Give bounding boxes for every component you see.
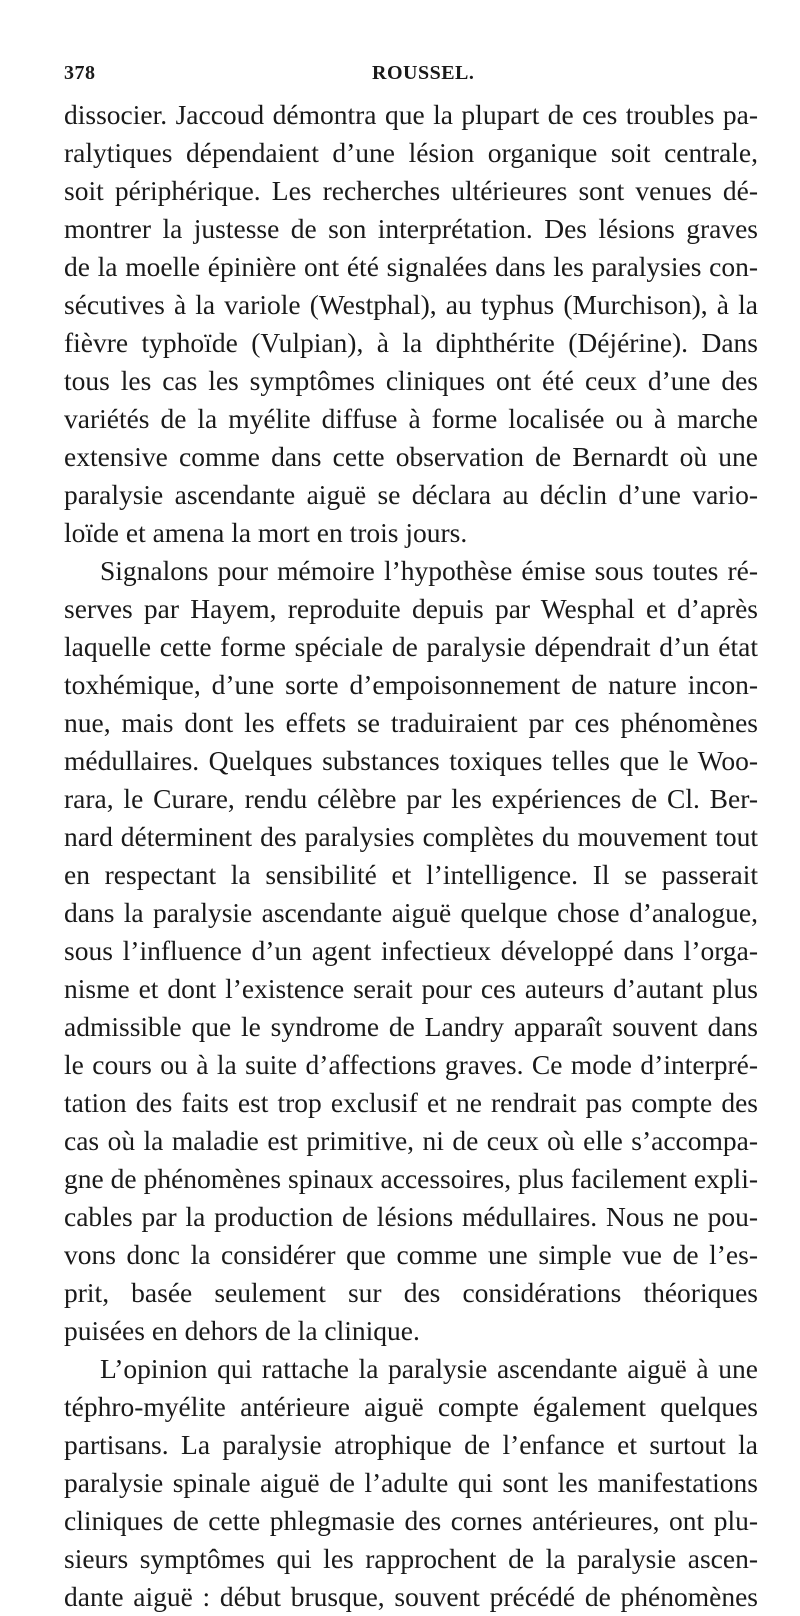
text-line: extensive comme dans cette observation de Bernardt où une [64,441,758,472]
text-line: cas où la maladie est primitive, ni de ceux où elle s’accompa- [64,1125,758,1156]
text-line: nard déterminent des paralysies complètes du mouvement tout [64,821,758,852]
text-line: médullaires. Quelques substances toxiques telles que le Woo- [64,745,758,776]
text-line: gne de phénomènes spinaux accessoires, plus facilement expli- [64,1163,758,1194]
text-line: paralysie ascendante aiguë se déclara au déclin d’une vario- [64,479,758,510]
text-line: admissible que le syndrome de Landry apparaît souvent dans [64,1011,758,1042]
text-line: de la moelle épinière ont été signalées dans les paralysies con- [64,251,758,282]
running-title: ROUSSEL. [372,62,475,84]
text-line: L’opinion qui rattache la paralysie ascendante aiguë à une [100,1353,758,1384]
text-line: nue, mais dont les effets se traduiraient par ces phénomènes [64,707,758,738]
text-line: soit périphérique. Les recherches ultérieures sont venues dé- [64,175,758,206]
text-line: paralysie spinale aiguë de l’adulte qui sont les manifestations [64,1467,758,1498]
text-line: sécutives à la variole (Westphal), au typhus (Murchison), à la [64,289,758,320]
book-page [64,62,758,1616]
text-line: serves par Hayem, reproduite depuis par Wesphal et d’après [64,593,758,624]
text-line: Signalons pour mémoire l’hypothèse émise sous toutes ré- [100,555,758,586]
text-line: vons donc la considérer que comme une simple vue de l’es- [64,1239,758,1270]
text-line: téphro-myélite antérieure aiguë compte également quelques [64,1391,758,1422]
text-line: ralytiques dépendaient d’une lésion organique soit centrale, [64,137,758,168]
text-line: sous l’influence d’un agent infectieux développé dans l’orga- [64,935,758,966]
text-line: dans la paralysie ascendante aiguë quelque chose d’analogue, [64,897,758,928]
text-line: partisans. La paralysie atrophique de l’enfance et surtout la [64,1429,758,1460]
text-line: dissocier. Jaccoud démontra que la plupart de ces troubles pa- [64,99,758,130]
text-line: puisées en dehors de la clinique. [64,1315,420,1346]
text-line: dante aiguë : début brusque, souvent précédé de phénomènes [64,1581,758,1612]
text-line: sieurs symptômes qui les rapprochent de la paralysie ascen- [64,1543,758,1574]
text-line: laquelle cette forme spéciale de paralysie dépendrait d’un état [64,631,758,662]
text-line: variétés de la myélite diffuse à forme localisée ou à marche [64,403,758,434]
text-line: nisme et dont l’existence serait pour ces auteurs d’autant plus [64,973,758,1004]
running-header [64,62,758,88]
text-line: montrer la justesse de son interprétation. Des lésions graves [64,213,758,244]
text-line: loïde et amena la mort en trois jours. [64,517,468,548]
text-line: le cours ou à la suite d’affections graves. Ce mode d’interpré- [64,1049,758,1080]
text-line: en respectant la sensibilité et l’intelligence. Il se passerait [64,859,758,890]
text-line: tous les cas les symptômes cliniques ont été ceux d’une des [64,365,758,396]
body-text [64,96,758,1616]
text-line: prit, basée seulement sur des considérations théoriques [64,1277,758,1308]
page-number: 378 [64,62,96,84]
text-line: rara, le Curare, rendu célèbre par les expériences de Cl. Ber- [64,783,758,814]
text-line: tation des faits est trop exclusif et ne rendrait pas compte des [64,1087,758,1118]
text-line: toxhémique, d’une sorte d’empoisonnement de nature incon- [64,669,758,700]
text-line: cliniques de cette phlegmasie des cornes antérieures, ont plu- [64,1505,758,1536]
text-line: cables par la production de lésions médullaires. Nous ne pou- [64,1201,758,1232]
text-line: fièvre typhoïde (Vulpian), à la diphthérite (Déjérine). Dans [64,327,758,358]
